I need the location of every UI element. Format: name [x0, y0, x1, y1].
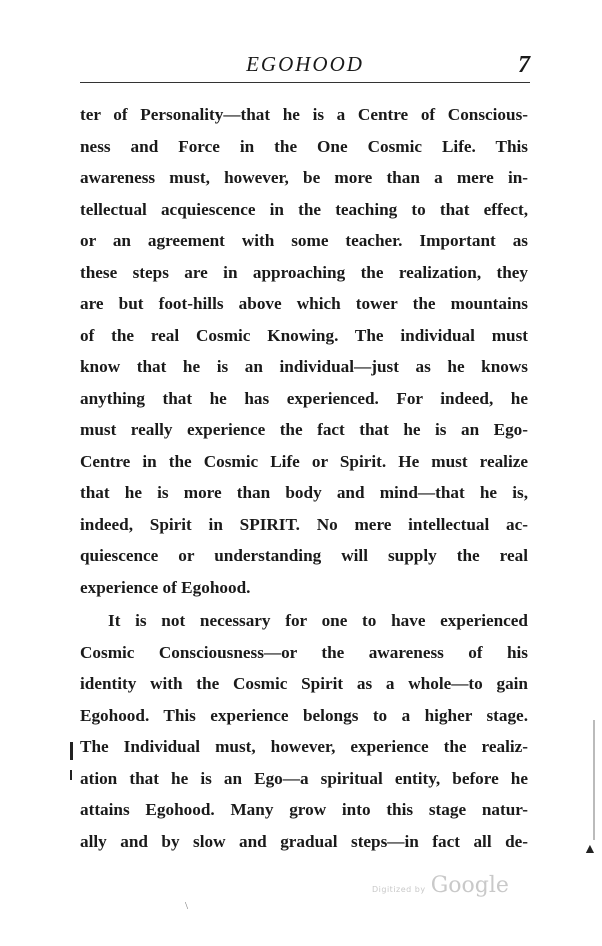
text-line: Centre in the Cosmic Life or Spirit. He must realize — [80, 451, 528, 471]
text-line: The Individual must, however, experience the realiz- — [80, 737, 528, 756]
google-logo: Google — [430, 873, 509, 898]
watermark-prefix: Digitized by — [372, 885, 426, 894]
text-line-paragraph-end: experience of Egohood. — [80, 577, 251, 597]
text-line-paragraph-start: It is not necessary for one to have experienced — [108, 611, 528, 630]
margin-mark-right — [593, 720, 595, 840]
text-line: ally and by slow and gradual steps—in fact all de- — [80, 831, 528, 851]
text-line: that he is more than body and mind—that he is, — [80, 483, 528, 502]
margin-tick-mark: ▲ — [583, 842, 597, 857]
text-line: must really experience the fact that he is an Ego- — [80, 420, 528, 439]
page-number: 7 — [518, 52, 530, 78]
text-line: or an agreement with some teacher. Important as — [80, 231, 528, 250]
text-line: ness and Force in the One Cosmic Life. This — [80, 136, 528, 156]
text-line: awareness must, however, be more than a mere in- — [80, 168, 528, 187]
running-title: EGOHOOD — [246, 52, 364, 76]
header-rule — [80, 82, 530, 83]
text-line: are but foot-hills above which tower the mountains — [80, 294, 528, 313]
margin-mark-left — [70, 770, 72, 780]
text-line: identity with the Cosmic Spirit as a whole—to gain — [80, 674, 528, 693]
text-line: know that he is an individual—just as he knows — [80, 357, 528, 376]
text-line: anything that he has experienced. For indeed, he — [80, 388, 528, 408]
text-line: Cosmic Consciousness—or the awareness of his — [80, 642, 528, 662]
body-text — [80, 99, 528, 857]
text-line: ter of Personality—that he is a Centre of Conscious- — [80, 105, 528, 124]
text-line: these steps are in approaching the realization, they — [80, 262, 528, 282]
text-line: tellectual acquiescence in the teaching to that effect, — [80, 199, 528, 219]
text-line: quiescence or understanding will supply the real — [80, 546, 528, 565]
text-line: of the real Cosmic Knowing. The individual must — [80, 325, 528, 345]
text-line: indeed, Spirit in SPIRIT. No mere intellectual ac- — [80, 514, 528, 534]
stray-mark: \ — [185, 900, 189, 912]
margin-mark-left — [70, 742, 73, 760]
text-line: attains Egohood. Many grow into this stage natur- — [80, 800, 528, 819]
text-line: Egohood. This experience belongs to a higher stage. — [80, 705, 528, 725]
digitized-watermark — [372, 873, 509, 898]
running-head — [80, 52, 530, 82]
text-line: ation that he is an Ego—a spiritual entity, before he — [80, 768, 528, 788]
